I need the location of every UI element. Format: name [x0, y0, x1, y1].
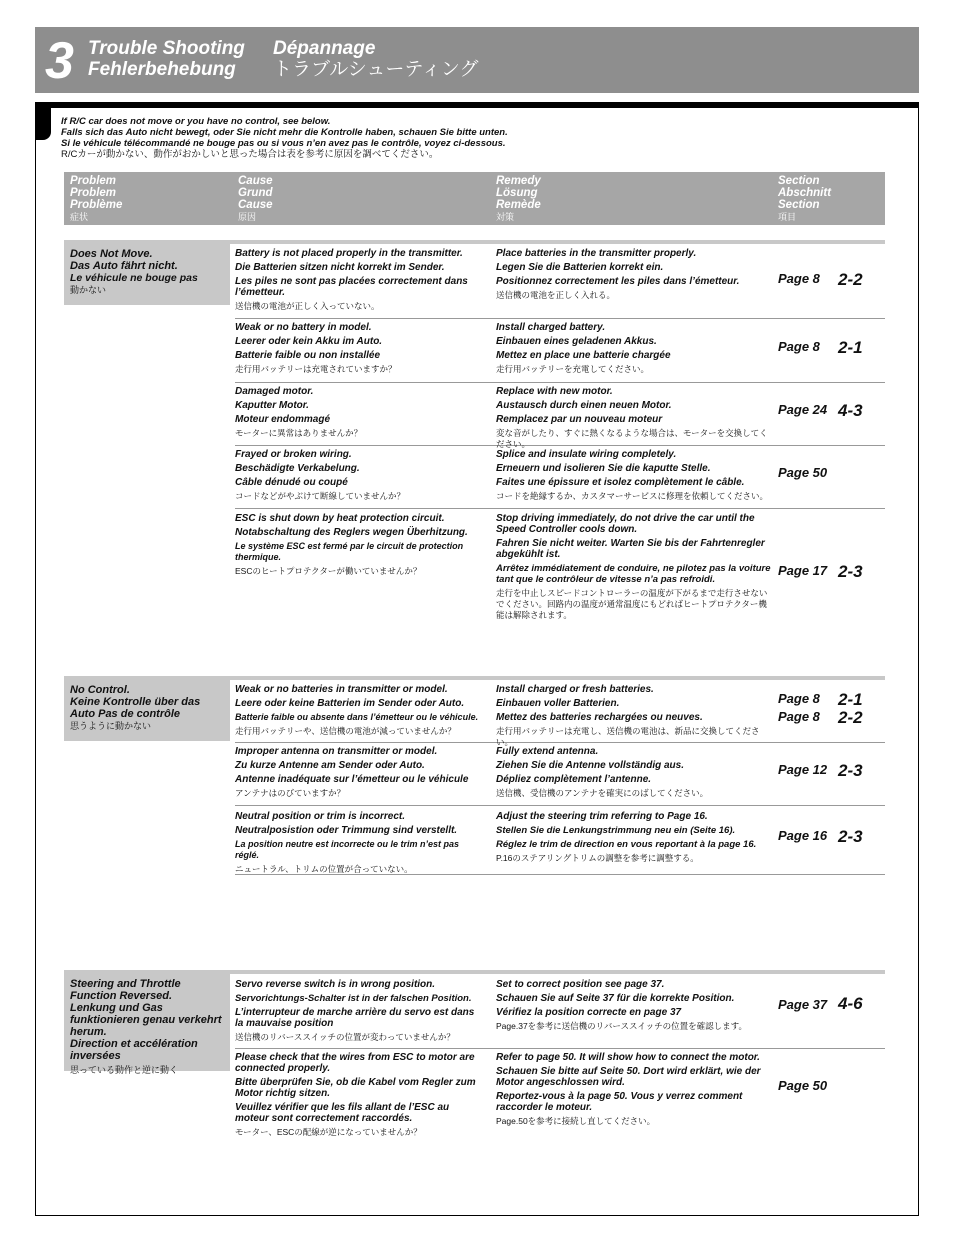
title-banner: [35, 27, 919, 93]
remedy-cell: Refer to page 50. It will show how to connect the motor. Schauen Sie bitte auf Seite 50. Dort wird erklärt, wie der Motor angeschlossen wird. Reportez-vous à la page 50. Vous y verrez comment raccorder le moteur. Page.50を参考に接続し直してください。: [496, 1052, 761, 1126]
section-divider: [230, 970, 885, 974]
cause-cell: ESC is shut down by heat protection circuit. Notabschaltung des Reglers wegen Überhitzung. Le système ESC est fermé par le circuit de protection thermique. ESCのヒートプロテクターが働いていませんか？: [235, 513, 468, 576]
remedy-cell: Stop driving immediately, do not drive the car until the Speed Controller cools down. Fahren Sie nicht weiter. Warten Sie bis der Fahrtenregler abgekühlt ist. Arrêtez immédiatement de conduire, ne pilotez pas la voiture tant que le contrôleur de vitesse n’a pas refroidi. 走行を中止しスピードコントローラーの温度が下がるまで走行させないでください。回路内の温度が通常温度にもどればヒートプロテクター機能は解除されます。: [496, 513, 771, 620]
table-row: [235, 976, 885, 1049]
table-row: [235, 383, 885, 449]
remedy-cell: Place batteries in the transmitter properly. Legen Sie die Batterien korrekt ein. Positionnez correctement les piles dans l’émetteur. 送信機の電池を正しく入れる。: [496, 248, 740, 300]
cause-cell: Damaged motor. Kaputter Motor. Moteur endommagé モーターに異常はありませんか？: [235, 386, 363, 438]
section-ref: 2-1: [838, 338, 863, 357]
remedy-cell: Install charged or fresh batteries. Einbauen voller Batterien. Mettez des batteries rechargées ou neuves. 走行用バッテリーは充電し、送信機の電池は、新品に交換してください。: [496, 684, 760, 747]
problem-box: Does Not Move. Das Auto fährt nicht. Le véhicule ne bouge pas 動かない: [64, 240, 230, 305]
cause-cell: Servo reverse switch is in wrong position. Servorichtungs-Schalter ist in der falschen Position. L’interrupteur de marche arrière du servo est dans la mauvaise position 送信機のリバーススイッチの位置が変わっていませんか？: [235, 979, 475, 1042]
section-ref: 2-2: [838, 708, 863, 727]
remedy-cell: Fully extend antenna. Ziehen Sie die Antenne vollständig aus. Dépliez complètement l’antenne. 送信機、受信機のアンテナを確実にのばしてください。: [496, 746, 709, 798]
page-ref: Page 12: [778, 762, 828, 777]
page-ref: Page 17: [778, 563, 828, 578]
page-ref: Page 37: [778, 997, 828, 1012]
page-ref: Page 24: [778, 402, 828, 417]
table-row: [235, 246, 885, 319]
header-remedy: Remedy Lösung Remède 対策: [496, 175, 541, 222]
remedy-cell: Splice and insulate wiring completely. Erneuern und isolieren Sie die kaputte Stelle. Faites une épissure et isolez complètement le câble. コードを絶縁するか、カスタマーサービスに修理を依頼してください。: [496, 449, 769, 501]
remedy-cell: Install charged battery. Einbauen eines geladenen Akkus. Mettez en place une batterie chargée 走行用バッテリーを充電してください。: [496, 322, 671, 374]
section-ref: 2-1: [838, 690, 863, 709]
section-function-reversed: [64, 970, 885, 1150]
section-ref: 2-3: [838, 562, 863, 581]
table-row: [235, 446, 885, 509]
table-header: [64, 172, 885, 225]
title-de: Fehlerbehebung: [88, 59, 236, 80]
cause-cell: Weak or no batteries in transmitter or model. Leere oder keine Batterien im Sender oder Auto. Batterie faible ou absente dans l’émetteur ou le véhicule. 走行用バッテリーや、送信機の電池が減っていませんか？: [235, 684, 479, 736]
section-ref: 2-3: [838, 761, 863, 780]
table-row: [235, 1049, 885, 1149]
section-divider: [230, 240, 885, 244]
table-row: [235, 319, 885, 383]
problem-box: Steering and Throttle Function Reversed. Lenkung und Gas funktionieren genau verkehrt herum. Direction et accélération inversées 思っている動作と逆に動く: [64, 970, 230, 1071]
section-ref: 4-3: [838, 401, 863, 420]
problem-box: No Control. Keine Kontrolle über das Auto Pas de contrôle 思うように動かない: [64, 676, 230, 741]
page-ref: Page 8: [778, 691, 820, 706]
page-ref: Page 50: [778, 1078, 828, 1093]
remedy-cell: Adjust the steering trim referring to Page 16. Stellen Sie die Lenkungstrimmung neu ein (Seite 16). Réglez le trim de direction en vous reportant à la page 16. P.16のステアリングトリムの調整を参考に調整する。: [496, 811, 757, 863]
intro-de: Falls sich das Auto nicht bewegt, oder Sie nicht mehr die Kontrolle haben, schauen Sie bitte unten.: [61, 127, 508, 138]
cause-cell: Battery is not placed properly in the transmitter. Die Batterien sitzen nicht korrekt im Sender. Les piles ne sont pas placées correctement dans l’émetteur. 送信機の電池が正しく入っていない。: [235, 248, 468, 311]
title-jp: トラブルシューティング: [273, 59, 479, 80]
title-en: Trouble Shooting: [88, 38, 245, 59]
section-ref: 2-3: [838, 827, 863, 846]
table-row: [235, 743, 885, 806]
page-ref: Page 16: [778, 828, 828, 843]
section-no-control: [64, 676, 885, 876]
cause-cell: Neutral position or trim is incorrect. Neutralposistion oder Trimmung sind verstellt. La position neutre est incorrecte ou le trim n’est pas réglé. ニュートラル、トリムの位置が合っていない。: [235, 811, 460, 874]
table-row: [235, 682, 885, 747]
remedy-cell: Replace with new motor. Austausch durch einen neuen Motor. Remplacez par un nouveau moteur 変な音がしたり、すぐに熱くなるような場合は、モーターを交換してください。: [496, 386, 768, 449]
header-cause: Cause Grund Cause 原因: [238, 175, 273, 222]
intro-jp: R/Cカーが動かない、動作がおかしいと思った場合は表を参考に原因を調べてください。: [61, 149, 439, 160]
cause-cell: Weak or no battery in model. Leerer oder kein Akku im Auto. Batterie faible ou non installée 走行用バッテリーは充電されていますか？: [235, 322, 397, 374]
chapter-number: 3: [45, 32, 74, 90]
title-fr: Dépannage: [273, 38, 376, 59]
remedy-cell: Set to correct position see page 37. Schauen Sie auf Seite 37 für die korrekte Position. Vérifiez la position correcte en page 37 Page.37を参考に送信機のリバーススイッチの位置を確認します。: [496, 979, 747, 1031]
section-ref: 2-2: [838, 270, 863, 289]
section-ref: 4-6: [838, 994, 863, 1013]
page-ref: Page 50: [778, 465, 828, 480]
intro-text: [61, 116, 508, 160]
cause-cell: Frayed or broken wiring. Beschädigte Verkabelung. Câble dénudé ou coupé コードなどがやぶけて断線していませんか？: [235, 449, 406, 501]
cause-cell: Improper antenna on transmitter or model. Zu kurze Antenne am Sender oder Auto. Antenne inadéquate sur l’émetteur ou le véhicule アンテナはのびていますか？: [235, 746, 469, 798]
corner-tab: [35, 102, 51, 140]
table-row: [235, 509, 885, 625]
table-row: [235, 806, 885, 875]
page-ref: Page 8: [778, 271, 820, 286]
page-ref: Page 8: [778, 339, 820, 354]
section-divider: [230, 676, 885, 680]
intro-fr: Si le véhicule télécommandé ne bouge pas ou si vous n’en avez pas le contrôle, voyez ci-dessous.: [61, 138, 506, 149]
page-ref: Page 8: [778, 709, 820, 724]
cause-cell: Please check that the wires from ESC to motor are connected properly. Bitte überprüfen Sie, ob die Kabel vom Regler zum Motor richtig sitzen. Veuillez vérifier que les fils allant de l’ESC au moteur sont correctement raccordés. モーター、ESCの配線が逆になっていませんか？: [235, 1052, 476, 1137]
section-does-not-move: [64, 240, 885, 625]
intro-en: If R/C car does not move or you have no control, see below.: [61, 116, 331, 127]
header-section: Section Abschnitt Section 項目: [778, 175, 832, 222]
header-problem: Problem Problem Problème 症状: [70, 175, 123, 222]
